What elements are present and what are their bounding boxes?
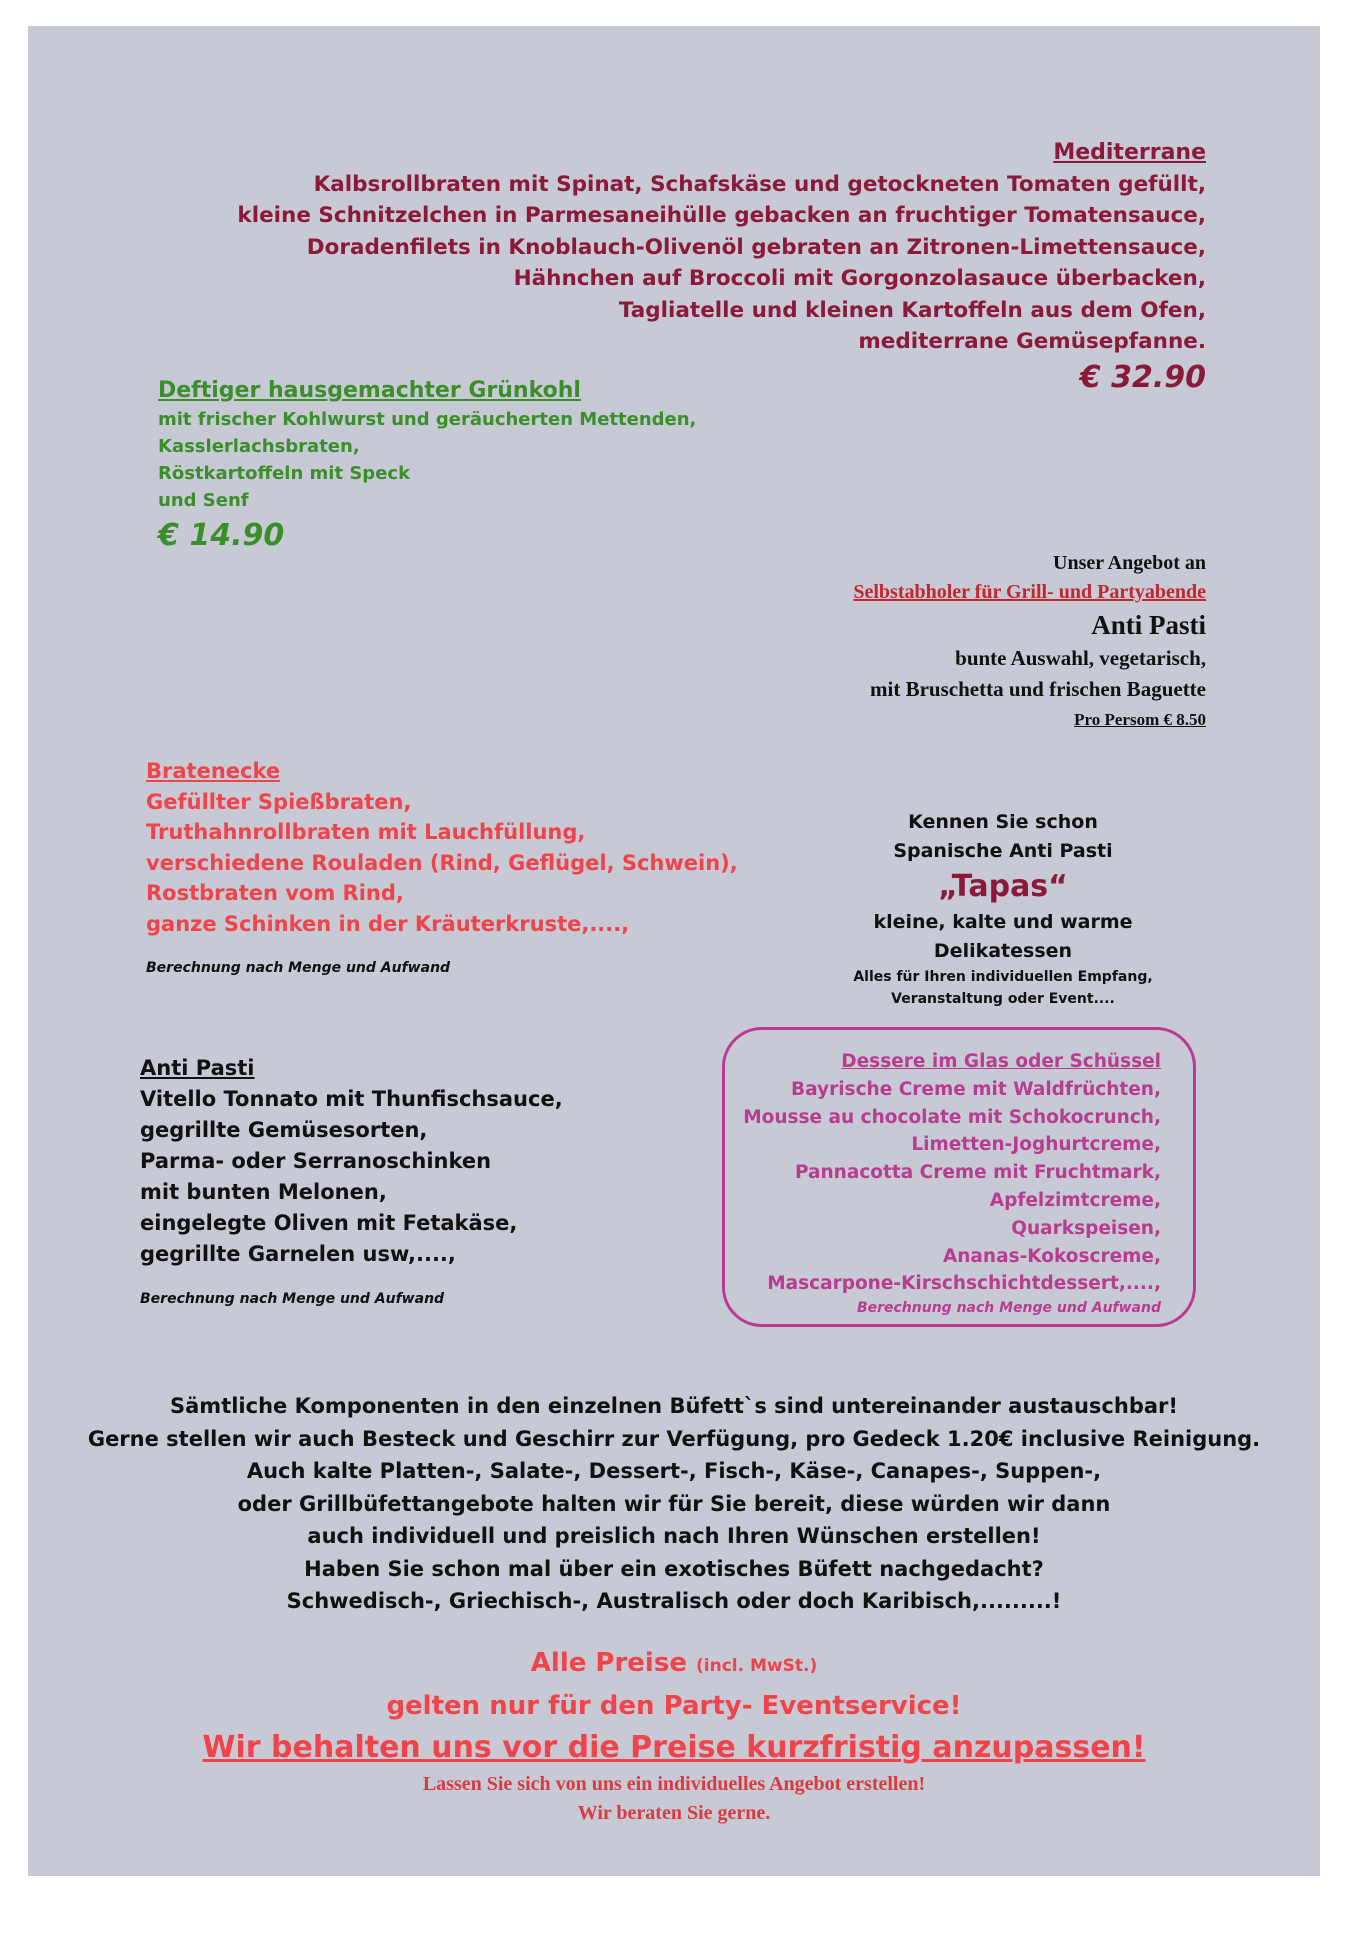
gruenkohl-section [158, 376, 697, 553]
mediterrane-price: € 32.90 [1079, 359, 1206, 395]
dessert-title: Dessere im Glas oder Schüssel [841, 1051, 1161, 1072]
selbstabholer-intro: Unser Angebot an [1053, 552, 1206, 574]
selbstabholer-subtitle: Selbstabholer für Grill- und Partyabende [853, 581, 1206, 603]
prices-line: gelten nur für den Party- Eventservice! [386, 1691, 962, 1721]
mediterrane-line: Kalbsrollbraten mit Spinat, Schafskäse und getockneten Tomaten gefüllt, [313, 171, 1206, 197]
tapas-line: Delikatessen [933, 940, 1073, 962]
antipasti-line: gegrillte Gemüsesorten, [140, 1118, 428, 1142]
prices-vat: (incl. MwSt.) [696, 1656, 818, 1676]
gruenkohl-line: mit frischer Kohlwurst und geräucherten Mettenden, [158, 409, 697, 430]
antipasti-line: eingelegte Oliven mit Fetakäse, [140, 1211, 518, 1235]
tapas-small-line: Veranstaltung oder Event.... [891, 991, 1115, 1007]
selbstabholer-price: Pro Persom € 8.50 [1074, 710, 1206, 729]
mediterrane-line: Tagliatelle und kleinen Kartoffeln aus dem Ofen, [618, 297, 1206, 323]
tapas-line: Kennen Sie schon [908, 811, 1098, 833]
selbstabholer-title: Anti Pasti [1091, 610, 1206, 640]
gruenkohl-line: Röstkartoffeln mit Speck [158, 463, 411, 484]
gruenkohl-line: Kasslerlachsbraten, [158, 436, 360, 457]
dessert-line: Limetten-Joghurtcreme, [911, 1134, 1161, 1156]
general-line: auch individuell und preislich nach Ihren Wünschen erstellen! [307, 1524, 1041, 1548]
general-line: Schwedisch-, Griechisch-, Australisch oder doch Karibisch,.........! [286, 1589, 1062, 1613]
dessert-line: Pannacotta Creme mit Fruchtmark, [794, 1162, 1161, 1184]
antipasti-line: Parma- oder Serranoschinken [140, 1149, 492, 1173]
general-line: Sämtliche Komponenten in den einzelnen Büfett`s sind untereinander austauschbar! [170, 1394, 1178, 1418]
antipasti-line: Vitello Tonnato mit Thunfischsauce, [140, 1087, 563, 1111]
tapas-title: „Tapas“ [938, 869, 1068, 904]
bratenecke-section [146, 756, 738, 984]
tapas-line: kleine, kalte und warme [873, 911, 1133, 933]
antipasti-line: mit bunten Melonen, [140, 1180, 387, 1204]
gruenkohl-line: und Senf [158, 490, 249, 511]
mediterrane-section [206, 137, 1206, 393]
bratenecke-note: Berechnung nach Menge und Aufwand [146, 960, 451, 976]
general-line: Gerne stellen wir auch Besteck und Geschirr zur Verfügung, pro Gedeck 1.20€ inclusive Reinigung. [87, 1426, 1261, 1451]
dessert-line: Ananas-Kokoscreme, [942, 1245, 1161, 1267]
bratenecke-line: Gefüllter Spießbraten, [146, 789, 412, 814]
prices-line [28, 1643, 1320, 1686]
dessert-line: Mousse au chocolate mit Schokocrunch, [743, 1106, 1161, 1128]
general-line: oder Grillbüfettangebote halten wir für Sie bereit, diese würden wir dann [237, 1491, 1111, 1516]
prices-advice: Wir beraten Sie gerne. [577, 1802, 771, 1824]
selbstabholer-line: mit Bruschetta und frischen Baguette [870, 677, 1206, 701]
tapas-section [818, 808, 1188, 1010]
general-line: Auch kalte Platten-, Salate-, Dessert-, Fisch-, Käse-, Canapes-, Suppen-, [246, 1459, 1102, 1483]
antipasti-note: Berechnung nach Menge und Aufwand [140, 1291, 445, 1307]
mediterrane-line: kleine Schnitzelchen in Parmesaneihülle gebacken an fruchtiger Tomatensauce, [237, 203, 1206, 228]
prices-disclaimer: Wir behalten uns vor die Preise kurzfristig anzupassen! [202, 1730, 1146, 1765]
selbstabholer-line: bunte Auswahl, vegetarisch, [955, 646, 1206, 670]
selbstabholer-section [506, 549, 1206, 734]
mediterrane-title: Mediterrane [1053, 140, 1206, 165]
prices-heading: Alle Preise [530, 1648, 687, 1678]
general-info [28, 1390, 1320, 1618]
dessert-line: Mascarpone-Kirschschichtdessert,...., [767, 1273, 1161, 1295]
dessert-line: Bayrische Creme mit Waldfrüchten, [791, 1078, 1161, 1100]
dessert-line: Quarkspeisen, [1011, 1217, 1161, 1239]
bratenecke-line: verschiedene Rouladen (Rind, Geflügel, Schwein), [146, 850, 738, 875]
tapas-small-line: Alles für Ihren individuellen Empfang, [853, 969, 1153, 985]
tapas-line: Spanische Anti Pasti [893, 840, 1113, 862]
general-line: Haben Sie schon mal über ein exotisches Büfett nachgedacht? [304, 1556, 1044, 1581]
bratenecke-line: Rostbraten vom Rind, [146, 881, 404, 905]
antipasti-title: Anti Pasti [140, 1056, 255, 1080]
bratenecke-title: Bratenecke [146, 759, 281, 783]
prices-offer: Lassen Sie sich von uns ein individuelles Angebot erstellen! [422, 1773, 926, 1795]
mediterrane-line: Hähnchen auf Broccoli mit Gorgonzolasauce überbacken, [513, 266, 1206, 291]
mediterrane-line: mediterrane Gemüsepfanne. [858, 329, 1206, 354]
dessert-box [722, 1027, 1196, 1327]
mediterrane-line: Doradenfilets in Knoblauch-Olivenöl gebraten an Zitronen-Limettensauce, [306, 234, 1206, 260]
dessert-line: Apfelzimtcreme, [989, 1189, 1161, 1211]
antipasti-section [140, 1053, 563, 1315]
gruenkohl-price: € 14.90 [158, 518, 285, 553]
dessert-list [701, 1048, 1161, 1318]
bratenecke-line: Truthahnrollbraten mit Lauchfüllung, [146, 820, 586, 844]
prices-note [28, 1643, 1320, 1828]
antipasti-line: gegrillte Garnelen usw,...., [140, 1242, 456, 1266]
gruenkohl-title: Deftiger hausgemachter Grünkohl [158, 378, 581, 403]
bratenecke-line: ganze Schinken in der Kräuterkruste,...., [146, 911, 630, 936]
dessert-note: Berechnung nach Menge und Aufwand [856, 1300, 1161, 1317]
